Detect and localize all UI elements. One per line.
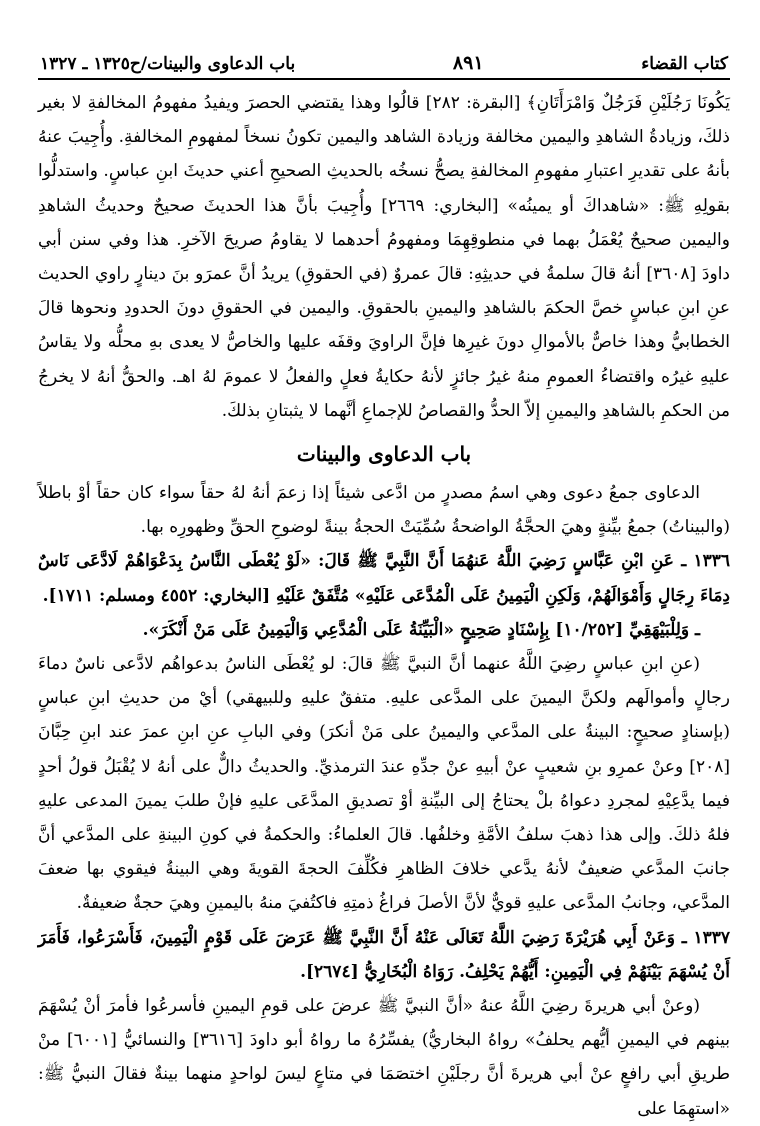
chapter-reference: باب الدعاوى والبينات/ح١٣٢٥ ـ ١٣٢٧ (40, 54, 296, 74)
book-title: كتاب القضاء (641, 54, 728, 74)
paragraph-top: يَكُونَا رَجُلَيْنِ فَرَجُلٌ وَامْرَأَتَانِ﴾ [البقرة: ٢٨٢] قالُوا وهذا يقتضي الحصرَ ويفيدُ مفهومُ المخالفةِ لا بغير ذلكَ، وزيادةُ الشاهدِ واليمين مخالفة وزيادة الشاهد واليمين تكونُ نسخاً لمفهومِ المخالفةِ. وأُجِيبَ عنهُ بأنهُ على تقديرِ اعتبارِ مفهومِ المخالفةِ يصحُّ نسخُه بالحديثِ الصحيحِ أعني حديثَ ابنِ عباسٍ. واستدلُّوا بقولِهِ ﷺ: «شاهداكَ أو يمينُه» [البخاري: ٢٦٦٩] وأُجِيبَ بأنَّ هذا الحديثَ صحيحٌ وحديثُ الشاهدِ واليمين صحيحٌ يُعْمَلُ بهما في منطوقِهِمَا ومفهومُ أحدهما لا يقاومُ صريحَ الآخرِ. هذا وفي سنن أبي داودَ [٣٦٠٨] أنهُ قالَ سلمةُ في حديثِهِ: قالَ عمروٌ (في الحقوقِ) يريدُ أنَّ عمرَو بنَ دينارٍ راوي الحديث عنِ ابنِ عباسٍ خصَّ الحكمَ بالشاهدِ واليمينِ بالحقوقِ. واليمين في الحقوقِ دونَ الحدودِ ونحوها قالَ الخطابيُّ وهذا خاصٌّ بالأموالِ دونَ غيرِها فإنَّ الراويَ وقفَه عليها والخاصُّ لا يعدى بهِ محلُّه ولا يقاسُ عليهِ غيرُه واقتضاءُ العمومِ منهُ غيرُ جائزٍ لأنهُ حكايةُ فعلٍ والفعلُ لا عمومَ لهُ اهـ. والحقُّ أنهُ لا يخرجُ من الحكمِ بالشاهدِ واليمينِ إلاّ الحدُّ والقصاصُ للإجماعِ أنَّهما لا يثبتانِ بذلكَ. (38, 93, 731, 421)
section-title: باب الدعاوى والبينات (296, 442, 472, 467)
commentary-1337: (وعنْ أبي هريرةَ رضِيَ اللَّهُ عنهُ «أنَّ النبيَّ ﷺ عرضَ على قومِ اليمينِ فأسرعُوا فأمرَ أنْ يُسْهَمَ بينهم في اليمينِ أيُّهم يحلفُ» رواهُ البخاريُّ) يفسِّرُهُ ما رواهُ أبو داودَ [٣٦١٦] والنسائيُّ [٦٠٠١] منْ طريقِ أبي رافعٍ عنْ أبي هريرةَ أنَّ رجلَيْنِ اختصَمَا في متاعٍ ليسَ لواحدٍ منهما بينةٌ فقالَ النبيُّ ﷺ: «استهِمَا على (38, 996, 731, 1119)
hadith-1336-bayhaqi: ـ وَلِلْبَيْهَقِيِّ [١٠/٢٥٢] بِإِسْنَادٍ صَحِيحٍ «الْبَيِّنَةُ عَلَى الْمُدَّعِي وَالْيَمِينُ عَلَى مَنْ أَنْكَرَ». (142, 619, 700, 640)
book-page (38, 48, 731, 1119)
page-number: ٨٩١ (452, 52, 484, 74)
hadith-1336: ١٣٣٦ ـ عَنِ ابْنِ عَبَّاسٍ رَضِيَ اللَّهُ عَنهُمَا أَنَّ النَّبِيَّ ﷺ قَالَ: «لَوْ يُعْطَى النَّاسُ بِدَعْوَاهُمْ لَادَّعَى نَاسٌ دِمَاءَ رِجَالٍ وَأَمْوَالَهُمْ، وَلَكِنِ الْيَمِينُ عَلَى الْمُدَّعَى عَلَيْهِ» مُتَّفَقٌ عَلَيْهِ [البخاري: ٤٥٥٢ ومسلم: ١٧١١]. (38, 551, 730, 606)
intro-paragraph: الدعاوى جمعُ دعوى وهي اسمُ مصدرٍ من ادَّعى شيئاً إذا زعمَ أنهُ لهُ حقاً سواء كان حقاً أوْ باطلاً (والبيناتُ) جمعُ بيِّنةٍ وهيَ الحجَّةُ الواضحةُ سُمِّيَتْ الحجةُ بينةً لوضوحِ الحقِّ وظهورِه بها. (38, 483, 730, 538)
commentary-1336: (عنِ ابنِ عباسٍ رضِيَ اللَّهُ عنهما أنَّ النبيَّ ﷺ قالَ: لو يُعْطَى الناسُ بدعواهُم لادَّعى ناسٌ دماءَ رجالٍ وأموالَهم ولكنَّ اليمينَ على المدَّعى عليهِ. متفقٌ عليهِ وللبيهقي) أيْ من حديثِ ابنِ عباسٍ (بإسنادٍ صحيحٍ: البينةُ على المدَّعي واليمينُ على مَنْ أنكرَ) وفي البابِ عنِ ابنِ عمرَ عند ابنِ حِبَّانَ [٢٠٨] وعنْ عمرِو بنِ شعيبٍ عنْ أبيهِ عنْ جدِّهِ عندَ الترمذيِّ. والحديثُ دالٌّ على أنهُ لا يُقْبَلُ قولُ أحدٍ فيما يدَّعِيْهِ لمجردِ دعواهُ بلْ يحتاجُ إلى البيِّنةِ أوْ تصديقِ المدَّعَى عليهِ فإنْ طلبَ يمينَ المدعى عليهِ فلهُ ذلكَ. وإلى هذا ذهبَ سلفُ الأمَّةِ وخلفُها. قالَ العلماءُ: والحكمةُ في كونِ البينةِ على المدَّعي أنَّ جانبَ المدَّعي ضعيفٌ لأنهُ يدَّعي خلافَ الظاهرِ فكُلِّفَ الحجةَ القويةَ وهي البينةُ فيقوي بها ضعفَ المدَّعي، وجانبُ المدَّعى عليهِ قويٌّ لأنَّ الأصلَ فراغُ ذمتِهِ فاكتُفيَ منهُ باليمينِ وهيَ حجةٌ ضعيفةٌ. (38, 654, 730, 914)
page-content (38, 86, 730, 1126)
page-header (38, 48, 730, 80)
hadith-1337: ١٣٣٧ ـ وَعَنْ أَبِي هُرَيْرَةَ رَضِيَ اللَّهُ تَعَالَى عَنْهُ أَنَّ النَّبِيَّ ﷺ عَرَضَ عَلَى قَوْمٍ الْيَمِينَ، فَأَسْرَعُوا، فَأَمَرَ أَنْ يُسْهَمَ بَيْنَهُمْ فِي الْيَمِينِ: أَيُّهُمْ يَحْلِفُ. رَوَاهُ الْبُخَارِيُّ [٢٦٧٤]. (38, 927, 730, 982)
